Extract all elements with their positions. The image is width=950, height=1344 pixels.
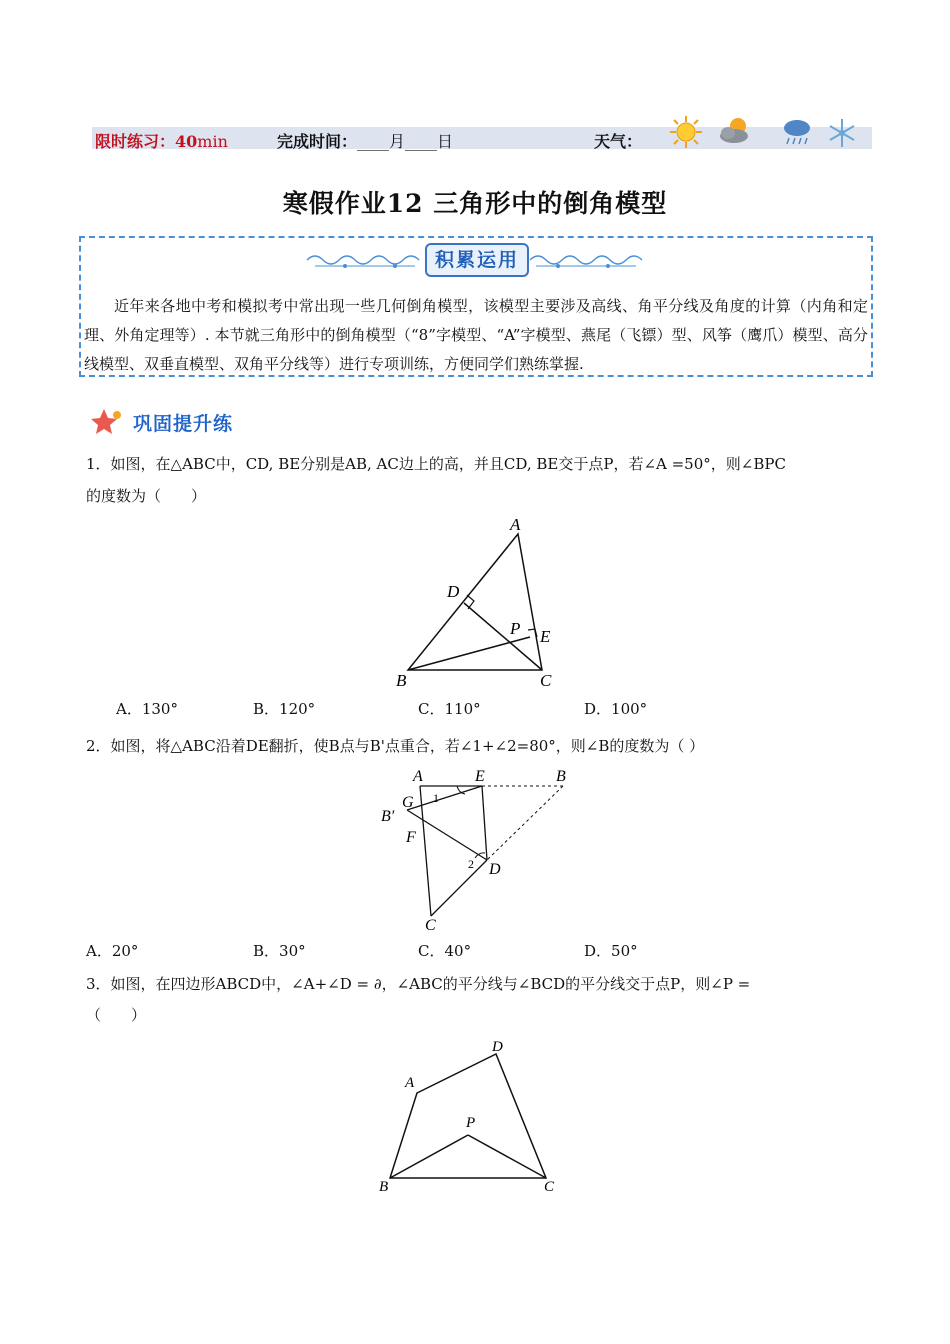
figure-1: [390, 512, 570, 692]
q1-option-b[interactable]: B．120°: [253, 700, 316, 718]
label-C: C: [540, 671, 552, 690]
time-limit: 限时练习：40min: [95, 132, 228, 151]
q2-option-c[interactable]: C．40°: [418, 942, 472, 960]
label-A: A: [413, 768, 423, 785]
angle-2-label: 2: [468, 857, 474, 871]
figure-2: [375, 764, 575, 936]
rain-icon[interactable]: [780, 116, 814, 150]
q1-option-c[interactable]: C．110°: [418, 700, 481, 718]
question-3-text-cont: （ ）: [86, 1006, 147, 1024]
label-B-prime: B′: [381, 808, 395, 825]
page-title: 寒假作业12 三角形中的倒角模型: [282, 189, 668, 218]
label-D: D: [492, 1039, 503, 1055]
label-B: B: [396, 671, 407, 690]
question-2-text: 2．如图，将△ABC沿着DE翻折，使B点与B'点重合，若∠1+∠2=80°，则∠B的度数为（ ）: [86, 737, 705, 755]
label-E: E: [475, 768, 485, 785]
wave-ornament-right: [528, 250, 646, 270]
snowflake-icon[interactable]: [826, 117, 858, 149]
label-G: G: [402, 794, 414, 811]
q2-option-a[interactable]: A．20°: [86, 942, 139, 960]
section-title: 巩固提升练: [133, 413, 234, 435]
weather-label: 天气：: [594, 132, 643, 151]
label-C: C: [544, 1179, 555, 1195]
label-D: D: [489, 861, 501, 878]
label-E: E: [540, 627, 551, 646]
q1-option-a[interactable]: A．130°: [116, 700, 178, 718]
label-A: A: [405, 1075, 415, 1091]
label-C: C: [425, 917, 436, 934]
question-3-text: 3．如图，在四边形ABCD中，∠A+∠D = ∂，∠ABC的平分线与∠BCD的平分线交于点P，则∠P =: [86, 975, 751, 993]
angle-1-label: 1: [433, 791, 439, 805]
q2-option-d[interactable]: D．50°: [584, 942, 638, 960]
label-A: A: [510, 515, 521, 534]
label-B: B: [379, 1179, 389, 1195]
label-F: F: [406, 829, 416, 846]
intro-text: 近年来各地中考和模拟考中常出现一些几何倒角模型，该模型主要涉及高线、角平分线及角度的计算（内角和定理、外角定理等）. 本节就三角形中的倒角模型（“8”字模型、“A”字模型、燕尾（飞镖）型、风筝（鹰爪）模型、高分线模型、双垂直模型、双角平分线等）进行专项训练，方便同学们熟练掌握.: [84, 297, 868, 373]
star-icon: [90, 407, 124, 435]
figure-3: [370, 1035, 570, 1200]
partly-cloudy-icon[interactable]: [716, 114, 756, 148]
q1-option-d[interactable]: D．100°: [584, 700, 648, 718]
question-1-text: 1．如图，在△ABC中，CD, BE分别是AB, AC边上的高，并且CD, BE交于点P，若∠A =50°，则∠BPC: [86, 455, 786, 473]
label-P: P: [466, 1115, 476, 1131]
question-1-text-cont: 的度数为（ ）: [86, 487, 207, 505]
wave-ornament-left: [305, 250, 423, 270]
sun-icon[interactable]: [668, 114, 704, 150]
label-D: D: [447, 582, 460, 601]
q2-option-b[interactable]: B．30°: [253, 942, 306, 960]
label-B: B: [556, 768, 566, 785]
finish-time: 完成时间：____月____日: [277, 132, 454, 151]
intro-badge: 积累运用: [425, 243, 529, 277]
label-P: P: [510, 619, 521, 638]
